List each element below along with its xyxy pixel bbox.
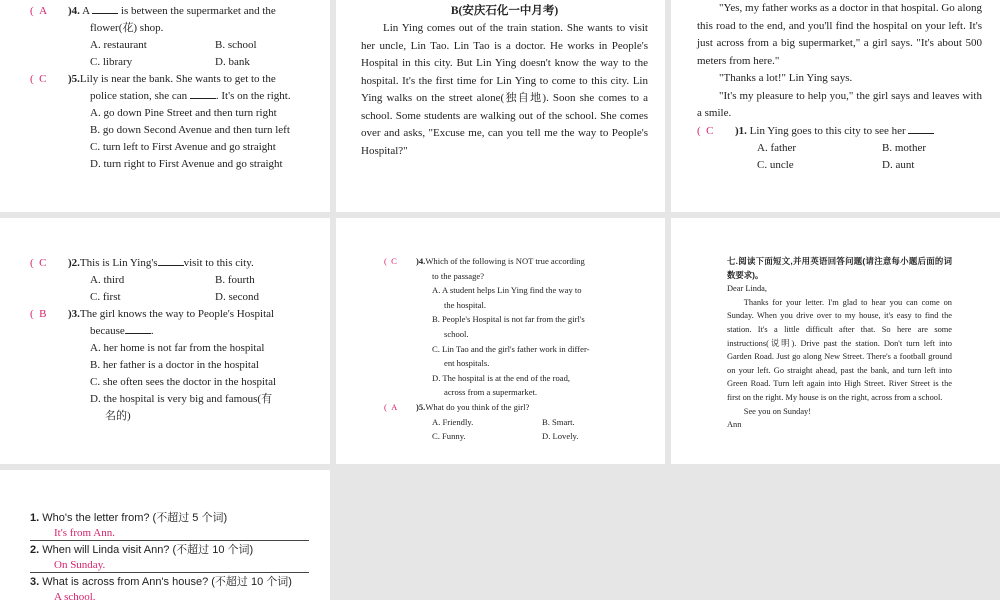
letter-body: Thanks for your letter. I'm glad to hear you can come on Sunday. When you drive over to my house, it's easy to find the station. It's a little difficult after that. So here are some instructions(说明). Drive past the station. Don't turn left into Garden Road. Just go along New Street. There's a football ground on your left. Go straight ahead, past the bank, and turn left into Green Road. Turn left again into High Street. River Street is the first on the right. My house is on the right, across from a school. bbox=[727, 297, 952, 402]
section-title: B(安庆石化一中月考) bbox=[450, 5, 559, 17]
question-line: because . bbox=[90, 325, 154, 337]
panel-passage-b bbox=[336, 0, 665, 212]
question-number: )4. bbox=[68, 5, 80, 17]
option: A. third bbox=[90, 274, 125, 286]
question-5: ( A )5.What do you think of the girl? bbox=[384, 400, 651, 415]
option: D. the hospital is very big and famous(有 bbox=[90, 393, 273, 405]
option: C. uncle bbox=[757, 158, 794, 171]
qa-answer: On Sunday. bbox=[30, 558, 309, 573]
question-2: ( C )2.This is Lin Ying's visit to this city. bbox=[30, 255, 314, 272]
option: D. Lovely. bbox=[542, 431, 579, 442]
question-number: )1. bbox=[735, 124, 747, 137]
answer-mark: ( C bbox=[697, 124, 714, 137]
qa-question: 2. When will Linda visit Ann? (不超过 10 个词) bbox=[30, 544, 254, 556]
answer-mark: ( B bbox=[30, 308, 47, 320]
answer-blank bbox=[158, 255, 184, 266]
option: D. bank bbox=[215, 56, 250, 68]
options bbox=[30, 37, 314, 71]
panel-passage-continued bbox=[671, 0, 1000, 212]
question-4: ( C )4.Which of the following is NOT true according bbox=[384, 254, 651, 269]
option: C. she often sees the doctor in the hospital bbox=[90, 376, 277, 388]
panel-answers bbox=[0, 470, 330, 600]
option: C. Lin Tao and the girl's father work in differ- bbox=[432, 343, 590, 354]
panel-questions-4-5 bbox=[0, 0, 330, 212]
panel-letter bbox=[671, 218, 1000, 464]
option: C. library bbox=[90, 56, 133, 68]
question-number: )4. bbox=[416, 256, 426, 266]
panel-questions-2-3 bbox=[0, 218, 330, 464]
question-3: ( B )3.The girl knows the way to People's Hospital bbox=[30, 306, 314, 323]
question-4: ( A )4. A is between the supermarket and the bbox=[30, 3, 314, 20]
option: A. A student helps Lin Ying find the way to bbox=[432, 285, 582, 296]
passage-paragraph: "Yes, my father works as a doctor in that hospital. Go along this road to the end, and you'll find the hospital on your left. It's just across from a big supermarket," a girl says. "It's about 500 meters from here." bbox=[697, 2, 982, 67]
qa-answer: It's from Ann. bbox=[30, 526, 309, 541]
empty-gutter bbox=[336, 470, 1000, 600]
option: C. Funny. bbox=[432, 431, 466, 442]
passage-paragraph: "Thanks a lot!" Lin Ying says. bbox=[719, 72, 853, 84]
question-line: police station, she can . It's on the right. bbox=[90, 90, 291, 102]
passage-paragraph: Lin Ying comes out of the train station. She wants to visit her uncle, Lin Tao. Lin Tao is a doctor. He works in People's Hospital in this city. But Lin Ying doesn't know the way to the hospital. It's the first time for Lin Ying to come to this city. Lin Ying walks on the street alone(独自地). Soon she comes to a school. Some students are walking out of the school. She comes over and asks, "Excuse me, can you tell me the way to People's Hospital?" bbox=[361, 22, 648, 157]
option: A. Friendly. bbox=[432, 416, 474, 427]
option: B. her father is a doctor in the hospital bbox=[90, 359, 259, 371]
question-1: ( C )1. Lin Ying goes to this city to see her bbox=[697, 123, 982, 140]
passage-paragraph: "It's my pleasure to help you," the girl says and leaves with a smile. bbox=[697, 89, 982, 119]
options bbox=[384, 415, 651, 444]
option: D. aunt bbox=[882, 158, 915, 171]
option: B. People's Hospital is not far from the girl's bbox=[432, 314, 585, 325]
letter-signature: Ann bbox=[727, 420, 742, 430]
question-5: ( C )5.Lily is near the bank. She wants to get to the bbox=[30, 71, 314, 88]
option-continued: school. bbox=[444, 328, 469, 339]
option: B. Smart. bbox=[542, 416, 575, 427]
answer-blank bbox=[190, 88, 216, 99]
letter-greeting: Dear Linda, bbox=[727, 284, 767, 294]
answer-blank bbox=[92, 3, 118, 14]
option: 名的) bbox=[105, 410, 131, 422]
question-number: )2. bbox=[68, 257, 80, 269]
option: C. turn left to First Avenue and go straight bbox=[90, 141, 276, 153]
option-continued: across from a supermarket. bbox=[444, 387, 538, 398]
option-continued: the hospital. bbox=[444, 299, 487, 310]
answer-mark: ( C bbox=[384, 256, 397, 266]
option: B. school bbox=[215, 39, 257, 51]
option: B. mother bbox=[882, 141, 926, 154]
question-number: )3. bbox=[68, 308, 80, 320]
question-line: to the passage? bbox=[432, 270, 485, 281]
options bbox=[697, 140, 982, 174]
option: D. The hospital is at the end of the road, bbox=[432, 372, 571, 383]
answer-blank bbox=[125, 323, 151, 334]
answer-mark: ( C bbox=[30, 73, 47, 85]
question-number: )5. bbox=[68, 73, 80, 85]
option: B. go down Second Avenue and then turn left bbox=[90, 124, 290, 136]
answer-mark: ( C bbox=[30, 257, 47, 269]
option: B. fourth bbox=[215, 274, 255, 286]
option: D. turn right to First Avenue and go straight bbox=[90, 158, 283, 170]
section-heading: 七.阅读下面短文,并用英语回答问题(请注意每小题后面的词数要求)。 bbox=[727, 256, 952, 280]
qa-question: 1. Who's the letter from? (不超过 5 个词) bbox=[30, 512, 228, 524]
answer-blank bbox=[908, 123, 934, 134]
option: A. her home is not far from the hospital bbox=[90, 342, 265, 354]
options bbox=[30, 272, 314, 306]
option: A. restaurant bbox=[90, 39, 147, 51]
question-line: flower(花) shop. bbox=[90, 22, 164, 34]
option: C. first bbox=[90, 291, 121, 303]
qa-answer: A school. bbox=[30, 590, 309, 600]
option: D. second bbox=[215, 291, 259, 303]
answer-mark: ( A bbox=[30, 5, 48, 17]
qa-question: 3. What is across from Ann's house? (不超过 10 个词) bbox=[30, 576, 292, 588]
option-continued: ent hospitals. bbox=[444, 358, 490, 369]
question-number: )5. bbox=[416, 401, 426, 412]
option: A. go down Pine Street and then turn right bbox=[90, 107, 277, 119]
answer-mark: ( A bbox=[384, 401, 398, 412]
panel-questions-4-5-b bbox=[336, 218, 665, 464]
letter-closing: See you on Sunday! bbox=[743, 406, 812, 416]
option: A. father bbox=[757, 141, 797, 154]
